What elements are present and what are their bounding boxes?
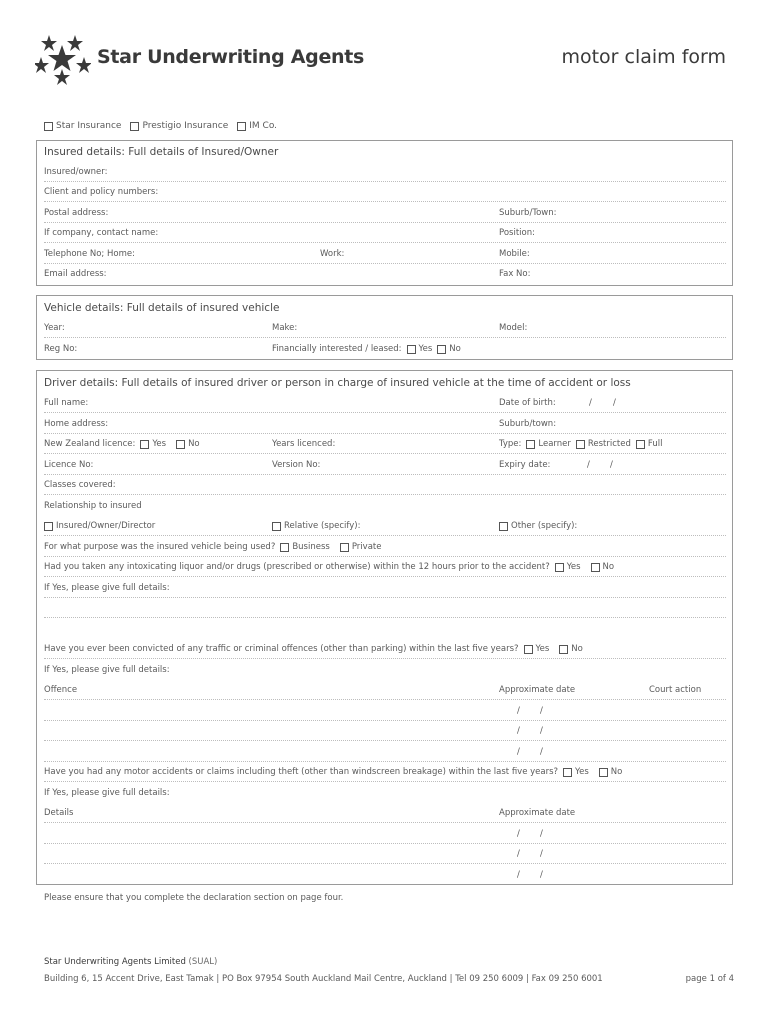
option-label: Restricted [587, 439, 631, 449]
option-label: Yes [535, 644, 550, 654]
option-label: Learner [538, 439, 571, 449]
insurer-label: Prestigio Insurance [142, 121, 229, 131]
offence-row[interactable] [44, 721, 726, 741]
column-header: Court action [649, 685, 702, 695]
accident-row[interactable] [44, 865, 726, 884]
date-separator: / [610, 460, 613, 470]
field-label: Version No: [272, 460, 321, 470]
company-contact-field[interactable] [44, 223, 726, 243]
checkbox[interactable] [526, 440, 535, 449]
relationship-heading [44, 496, 726, 515]
checkbox[interactable] [499, 522, 508, 531]
checkbox[interactable] [591, 563, 600, 572]
year-make-model-field[interactable] [44, 318, 726, 338]
date-separator: / [540, 870, 543, 880]
field-label: Reg No: [44, 344, 78, 354]
column-header: Approximate date [499, 685, 576, 695]
company-address: Building 6, 15 Accent Drive, East Tamak | PO Box 97954 South Auckland Mail Centre, Auckland | Tel 09 250 6009 | Fax 09 250 6001 [44, 974, 603, 984]
field-label: Client and policy numbers: [44, 187, 159, 197]
nz-licence [44, 439, 200, 449]
rel-relative-option[interactable] [272, 521, 360, 531]
checkbox[interactable] [44, 122, 53, 131]
telephone-field[interactable] [44, 244, 726, 264]
option-label: Yes [566, 562, 581, 572]
field-label: Relationship to insured [44, 501, 142, 511]
convicted-details-label [44, 660, 726, 679]
accidents-field[interactable] [44, 762, 726, 782]
date-separator: / [613, 398, 616, 408]
field-label: Expiry date: [499, 460, 551, 470]
field-label: For what purpose was the insured vehicle being used? [44, 542, 276, 552]
relationship-options[interactable] [44, 516, 726, 536]
field-label: Type: [499, 439, 522, 449]
intoxicating-details-field[interactable] [44, 578, 726, 598]
checkbox[interactable] [407, 345, 416, 354]
field-label: Postal address: [44, 208, 109, 218]
date-separator: / [517, 706, 520, 716]
field-label: Mobile: [499, 249, 530, 259]
field-label: Had you taken any intoxicating liquor and/or drugs (prescribed or otherwise) within the 12 hours prior to the accident? [44, 562, 550, 572]
intoxicating-details-line[interactable] [44, 598, 726, 618]
option-label: Full [647, 439, 663, 449]
driver-details-section [36, 370, 733, 885]
date-separator: / [517, 829, 520, 839]
option-label: Business [292, 542, 330, 552]
field-label: Years licenced: [272, 439, 336, 449]
option-label: Private [351, 542, 382, 552]
option-label: Yes [152, 439, 167, 449]
section-title: Insured details: Full details of Insured/Owner [44, 146, 279, 158]
date-separator: / [517, 747, 520, 757]
date-separator: / [517, 726, 520, 736]
insurer-option-prestigio[interactable] [130, 121, 228, 131]
insurer-option-imco[interactable] [237, 121, 277, 131]
field-label: Work: [320, 249, 345, 259]
insurer-label: IM Co. [249, 121, 278, 131]
insurer-label: Star Insurance [56, 121, 122, 131]
licence-type [499, 439, 662, 449]
offence-row[interactable] [44, 742, 726, 762]
checkbox[interactable] [437, 345, 446, 354]
column-header: Approximate date [499, 808, 576, 818]
field-label: Make: [272, 323, 298, 333]
field-label: Year: [44, 323, 65, 333]
checkbox[interactable] [340, 543, 349, 552]
field-label: Licence No: [44, 460, 94, 470]
convicted [44, 644, 583, 654]
checkbox[interactable] [524, 645, 533, 654]
field-label: Insured/owner: [44, 167, 108, 177]
date-separator: / [540, 747, 543, 757]
checkbox[interactable] [237, 122, 246, 131]
details-header-row [44, 803, 726, 823]
five-stars-logo-icon [35, 33, 91, 87]
field-label: If Yes, please give full details: [44, 583, 170, 593]
option-label: Insured/Owner/Director [56, 521, 156, 531]
checkbox[interactable] [44, 522, 53, 531]
field-label: Home address: [44, 419, 109, 429]
field-label: Position: [499, 228, 535, 238]
date-separator: / [540, 726, 543, 736]
field-label: Date of birth: [499, 398, 556, 408]
classes-covered-field[interactable] [44, 475, 726, 495]
vehicle-details-section [36, 295, 733, 360]
field-label: Model: [499, 323, 528, 333]
accident-row[interactable] [44, 844, 726, 864]
purpose-field[interactable] [44, 537, 726, 557]
checkbox[interactable] [130, 122, 139, 131]
date-separator: / [540, 849, 543, 859]
field-label: Have you ever been convicted of any traffic or criminal offences (other than parking) within the last five years? [44, 644, 519, 654]
home-address-field[interactable] [44, 414, 726, 434]
checkbox[interactable] [176, 440, 185, 449]
date-separator: / [517, 849, 520, 859]
accident-row[interactable] [44, 824, 726, 844]
insured-details-section [36, 140, 733, 286]
date-separator: / [589, 398, 592, 408]
intoxicating [44, 562, 614, 572]
date-separator: / [540, 706, 543, 716]
date-separator: / [540, 829, 543, 839]
section-title: Driver details: Full details of insured driver or person in charge of insured vehicle at the time of accident or loss [44, 377, 631, 389]
email-field[interactable] [44, 264, 726, 283]
purpose [44, 542, 381, 552]
checkbox[interactable] [555, 563, 564, 572]
date-separator: / [587, 460, 590, 470]
option-label: Other (specify): [511, 521, 578, 531]
option-label: No [571, 644, 583, 654]
company-abbreviation: (SUAL) [188, 957, 218, 967]
option-label: No [188, 439, 200, 449]
option-label: Yes [418, 344, 433, 354]
field-label: New Zealand licence: [44, 439, 136, 449]
checkbox[interactable] [272, 522, 281, 531]
intoxicating-field[interactable] [44, 557, 726, 577]
field-label: Suburb/town: [499, 419, 557, 429]
option-label: No [602, 562, 615, 572]
spacer [44, 619, 726, 638]
full-name-field[interactable] [44, 393, 726, 413]
option-label: No [610, 767, 623, 777]
accidents [44, 767, 622, 777]
licence-type-field[interactable] [44, 434, 726, 454]
field-label: Telephone No; Home: [44, 249, 135, 259]
checkbox[interactable] [280, 543, 289, 552]
field-label: Fax No: [499, 269, 531, 279]
licence-number-field[interactable] [44, 455, 726, 475]
postal-address-field[interactable] [44, 203, 726, 223]
column-header: Offence [44, 685, 78, 695]
field-label: Classes covered: [44, 480, 116, 490]
field-label: Financially interested / leased: [272, 344, 402, 354]
field-label: Full name: [44, 398, 89, 408]
insured-owner-field[interactable] [44, 162, 726, 182]
offence-header-row [44, 680, 726, 700]
checkbox[interactable] [599, 768, 608, 777]
option-label: No [449, 344, 461, 354]
convicted-field[interactable] [44, 639, 726, 659]
option-label: Relative (specify): [284, 521, 361, 531]
field-label: Have you had any motor accidents or claims including theft (other than windscreen breakage) within the last five years? [44, 767, 559, 777]
rel-other-option[interactable] [499, 521, 577, 531]
insurer-option-star[interactable] [44, 121, 121, 131]
rel-insured-option[interactable] [44, 521, 155, 531]
brand-name: Star Underwriting Agents [97, 46, 365, 68]
checkbox[interactable] [636, 440, 645, 449]
checkbox[interactable] [559, 645, 568, 654]
field-label: If Yes, please give full details: [44, 665, 170, 675]
reg-financial-field[interactable] [44, 339, 726, 358]
checkbox[interactable] [576, 440, 585, 449]
declaration-note: Please ensure that you complete the declaration section on page four. [44, 893, 344, 903]
checkbox[interactable] [140, 440, 149, 449]
client-policy-field[interactable] [44, 182, 726, 202]
checkbox[interactable] [563, 768, 572, 777]
section-title: Vehicle details: Full details of insured vehicle [44, 302, 280, 314]
company-label: Star Underwriting Agents Limited [44, 957, 186, 967]
insurer-options [44, 121, 286, 131]
page-number: page 1 of 4 [685, 974, 734, 984]
date-separator: / [517, 870, 520, 880]
offence-row[interactable] [44, 701, 726, 721]
option-label: Yes [575, 767, 589, 777]
column-header: Details [44, 808, 74, 818]
field-label: If company, contact name: [44, 228, 159, 238]
field-label: Email address: [44, 269, 107, 279]
accidents-details-label [44, 783, 726, 802]
field-label: Suburb/Town: [499, 208, 557, 218]
field-label: If Yes, please give full details: [44, 788, 170, 798]
company-name [44, 957, 217, 967]
document-title: motor claim form [561, 46, 726, 68]
financially-interested [272, 344, 461, 354]
